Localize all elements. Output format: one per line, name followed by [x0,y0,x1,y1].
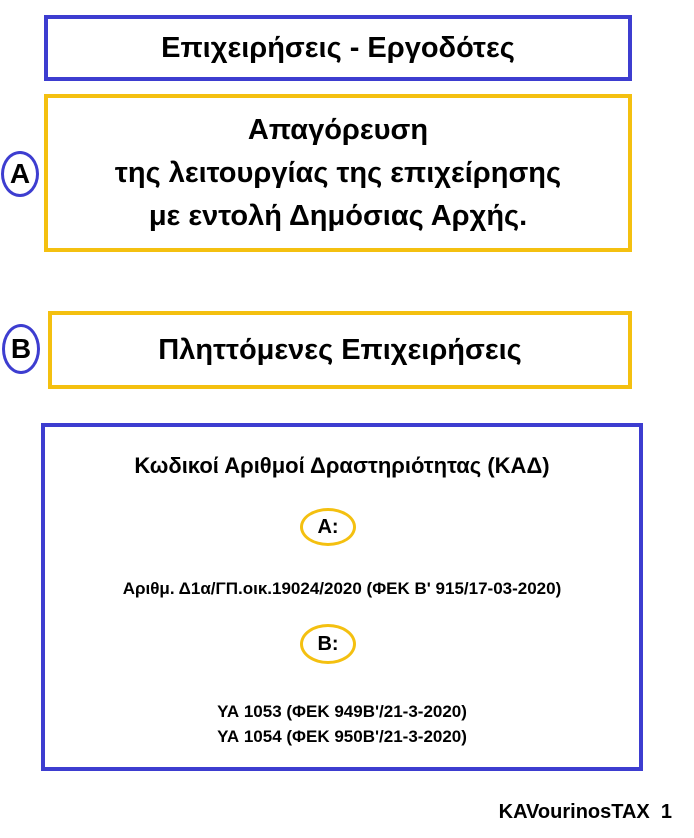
section-a-line-3: με εντολή Δημόσιας Αρχής. [148,199,528,232]
section-b-box [48,311,632,389]
section-b-marker-letter: B [10,333,32,364]
section-a-marker-letter: A [9,158,31,189]
kad-marker-a-label: A: [317,516,339,538]
section-a-line-2: της λειτουργίας της επιχείρησης [114,156,562,189]
footer-watermark: KAVourinosTAX 1 [498,801,672,823]
page-title: Επιχειρήσεις - Εργοδότες [161,31,515,64]
kad-box [41,423,643,771]
section-a-line-1: Απαγόρευση [247,113,429,146]
kad-reference-b-1: ΥΑ 1053 (ΦΕΚ 949Β'/21-3-2020) [217,702,467,721]
kad-marker-a [300,508,356,546]
kad-reference-a: Αριθμ. Δ1α/ΓΠ.οικ.19024/2020 (ΦΕΚ Β' 915/17-03-2020) [122,579,562,598]
section-b-marker [2,324,40,374]
section-a-box [44,94,632,252]
section-b-label: Πληττόμενες Επιχειρήσεις [158,333,522,366]
kad-reference-b-2: ΥΑ 1054 (ΦΕΚ 950Β'/21-3-2020) [217,727,467,746]
kad-marker-b [300,624,356,664]
title-box [44,15,632,81]
section-a-marker [1,151,39,197]
kad-marker-b-label: B: [317,633,339,655]
kad-heading: Κωδικοί Αριθμοί Δραστηριότητας (ΚΑΔ) [134,453,550,478]
